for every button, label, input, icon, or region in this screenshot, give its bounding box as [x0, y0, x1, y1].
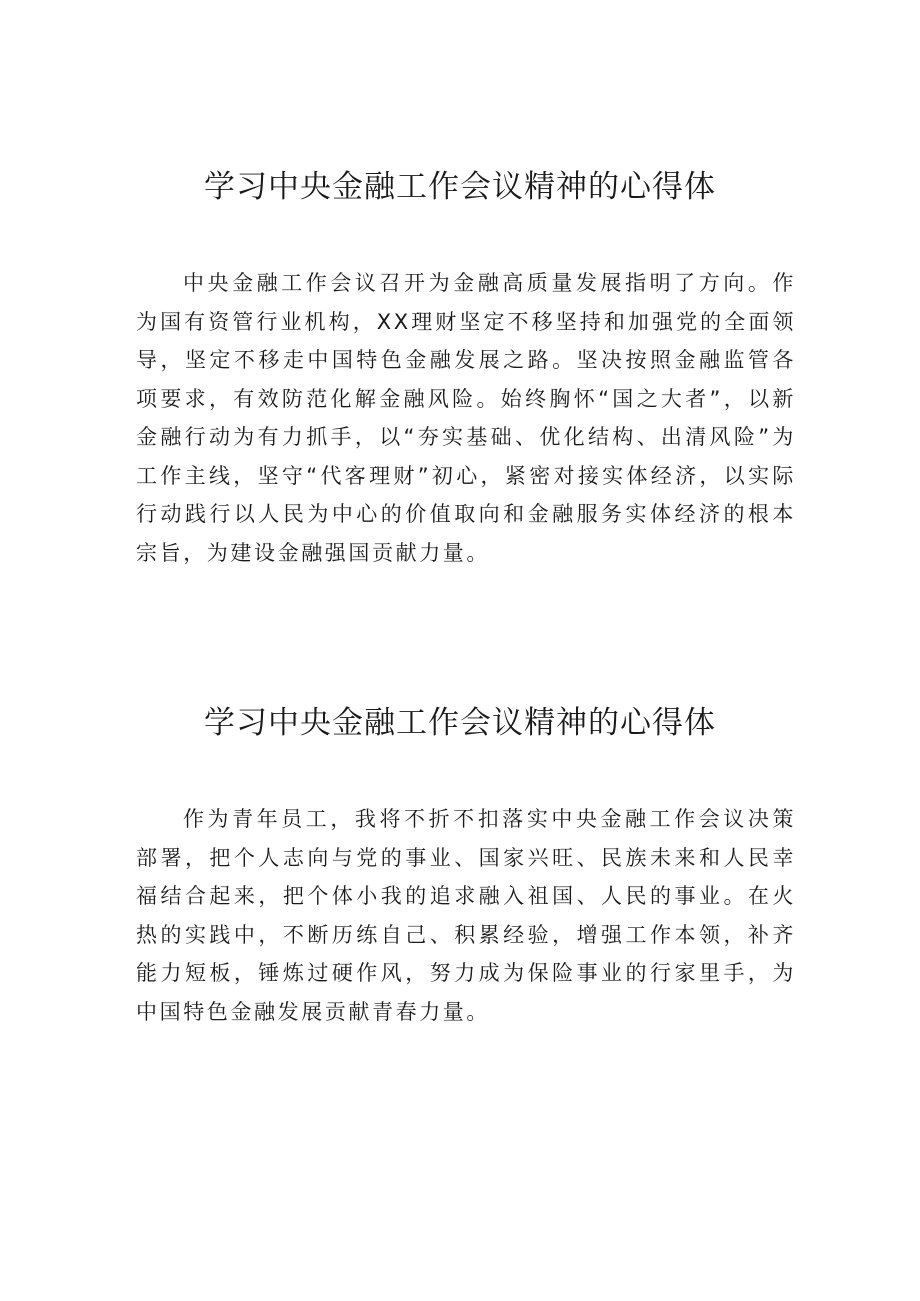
section-1-title: 学习中央金融工作会议精神的心得体 — [204, 169, 716, 205]
section-2-title: 学习中央金融工作会议精神的心得体 — [204, 705, 716, 741]
section-2-body: 作为青年员工，我将不折不扣落实中央金融工作会议决策部署，把个人志向与党的事业、国家兴旺、民族未来和人民幸福结合起来，把个体小我的追求融入祖国、人民的事业。在火热的实践中，不断历练自己、积累经验，增强工作本领，补齐能力短板，锤炼过硬作风，努力成为保险事业的行家里手，为中国特色金融发展贡献青春力量。 — [136, 807, 796, 1024]
section-1-body: 中央金融工作会议召开为金融高质量发展指明了方向。作为国有资管行业机构，XX理财坚定不移坚持和加强党的全面领导，坚定不移走中国特色金融发展之路。坚决按照金融监管各项要求，有效防范化解金融风险。始终胸怀“国之大者”，以新金融行动为有力抓手，以“夯实基础、优化结构、出清风险”为工作主线，坚守“代客理财”初心，紧密对接实体经济，以实际行动践行以人民为中心的价值取向和金融服务实体经济的根本宗旨，为建设金融强国贡献力量。 — [136, 271, 796, 565]
